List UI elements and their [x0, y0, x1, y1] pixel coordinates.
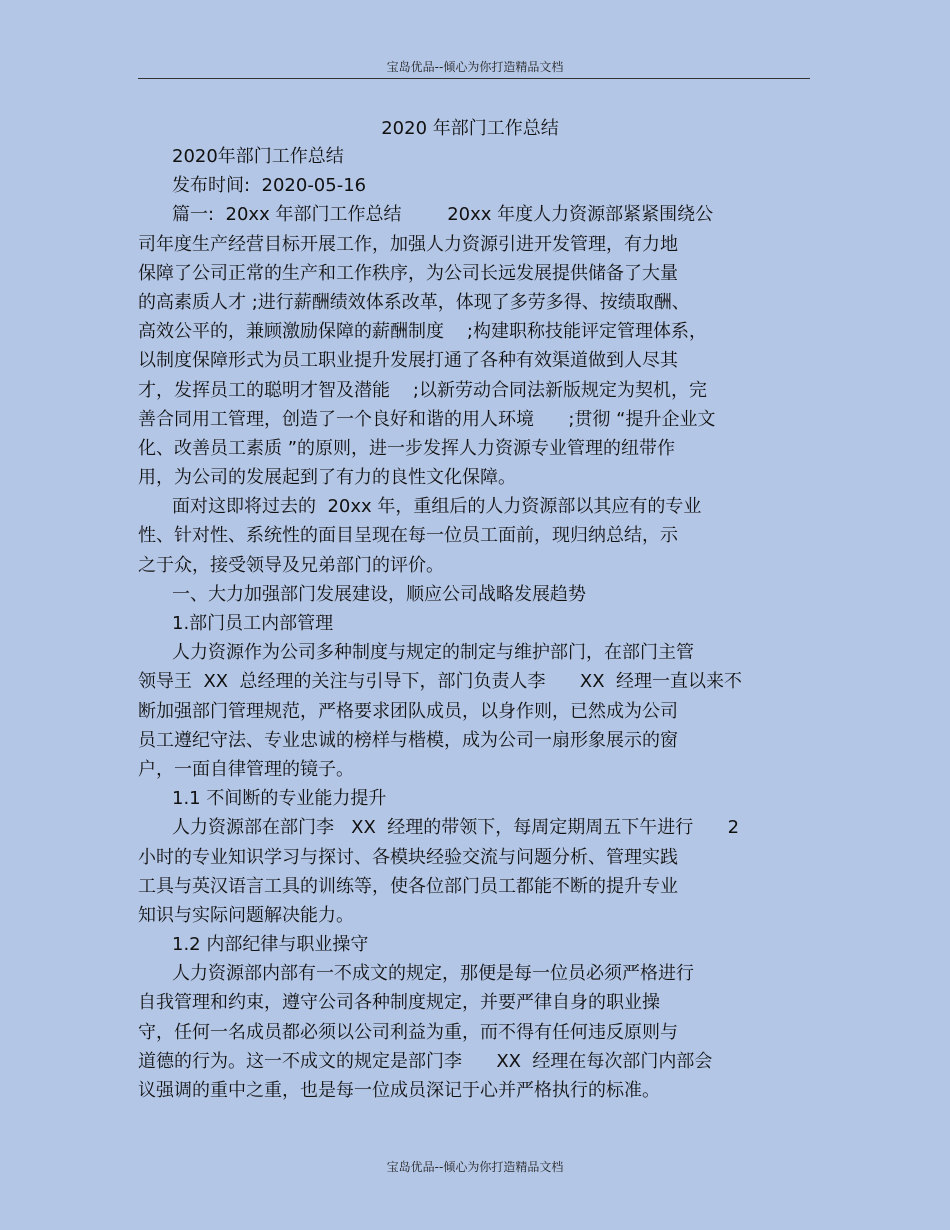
- body-line: 化、改善员工素质 ”的原则，进一步发挥人力资源专业管理的纽带作: [138, 437, 676, 459]
- body-line: 司年度生产经营目标开展工作，加强人力资源引进开发管理，有力地: [138, 233, 678, 255]
- body-line: 以制度保障形式为员工职业提升发展打通了各种有效渠道做到人尽其: [138, 350, 678, 372]
- body-line: 人力资源作为公司多种制度与规定的制定与维护部门，在部门主管: [172, 642, 694, 664]
- body-line: 领导王 XX 总经理的关注与引导下，部门负责人李 XX 经理一直以来不: [138, 671, 742, 693]
- body-line: 道德的行为。这一不成文的规定是部门李 XX 经理在每次部门内部会: [138, 1050, 713, 1072]
- body-line: 的高素质人才 ;进行薪酬绩效体系改革，体现了多劳多得、按绩取酬、: [138, 291, 690, 313]
- body-line: 发布时间: 2020-05-16: [172, 175, 367, 197]
- document-body: [138, 142, 810, 1105]
- subsection-heading: 1.部门员工内部管理: [172, 613, 334, 634]
- body-line: 员工遵纪守法、专业忠诚的榜样与楷模，成为公司一扇形象展示的窗: [138, 729, 678, 751]
- body-line: 之于众，接受领导及兄弟部门的评价。: [138, 554, 444, 576]
- body-line: 知识与实际问题解决能力。: [138, 904, 354, 926]
- page-footer: 宝岛优品--倾心为你打造精品文档: [386, 1160, 564, 1174]
- body-line: 户，一面自律管理的镜子。: [138, 758, 354, 780]
- body-line: 保障了公司正常的生产和工作秩序，为公司长远发展提供储备了大量: [138, 262, 678, 284]
- body-line: 断加强部门管理规范，严格要求团队成员，以身作则，已然成为公司: [138, 700, 678, 722]
- body-line: 工具与英汉语言工具的训练等，使各位部门员工都能不断的提升专业: [138, 875, 678, 897]
- body-line: 面对这即将过去的 20xx 年，重组后的人力资源部以其应有的专业: [172, 496, 702, 518]
- body-line: 议强调的重中之重，也是每一位成员深记于心并严格执行的标准。: [138, 1080, 660, 1101]
- header-divider: [138, 78, 810, 79]
- body-line: 性、针对性、系统性的面目呈现在每一位员工面前，现归纳总结，示: [138, 525, 678, 547]
- subsection-heading: 1.1 不间断的专业能力提升: [172, 788, 387, 810]
- body-line: 人力资源部在部门李 XX 经理的带领下，每周定期周五下午进行 2: [172, 817, 740, 839]
- subsection-heading: 1.2 内部纪律与职业操守: [172, 934, 369, 956]
- body-line: 用，为公司的发展起到了有力的良性文化保障。: [138, 467, 516, 489]
- body-line: 高效公平的，兼顾激励保障的薪酬制度 ;构建职称技能评定管理体系，: [138, 321, 707, 343]
- body-line: 人力资源部内部有一不成文的规定，那便是每一位员必须严格进行: [172, 963, 694, 985]
- section-heading: 一、大力加强部门发展建设，顺应公司战略发展趋势: [172, 583, 586, 605]
- document-title: 2020 年部门工作总结: [381, 118, 559, 139]
- body-line: 2020年部门工作总结: [172, 146, 344, 167]
- body-line: 篇一: 20xx 年部门工作总结 20xx 年度人力资源部紧紧围绕公: [172, 204, 714, 226]
- body-line: 自我管理和约束，遵守公司各种制度规定，并要严律自身的职业操: [138, 992, 660, 1014]
- page-header: 宝岛优品--倾心为你打造精品文档: [386, 60, 564, 74]
- body-line: 善合同用工管理，创造了一个良好和谐的用人环境 ;贯彻 “提升企业文: [138, 408, 716, 430]
- body-line: 才，发挥员工的聪明才智及潜能 ;以新劳动合同法新版规定为契机，完: [138, 379, 707, 401]
- body-line: 小时的专业知识学习与探讨、各模块经验交流与问题分析、管理实践: [138, 846, 678, 868]
- body-line: 守，任何一名成员都必须以公司利益为重，而不得有任何违反原则与: [138, 1021, 678, 1043]
